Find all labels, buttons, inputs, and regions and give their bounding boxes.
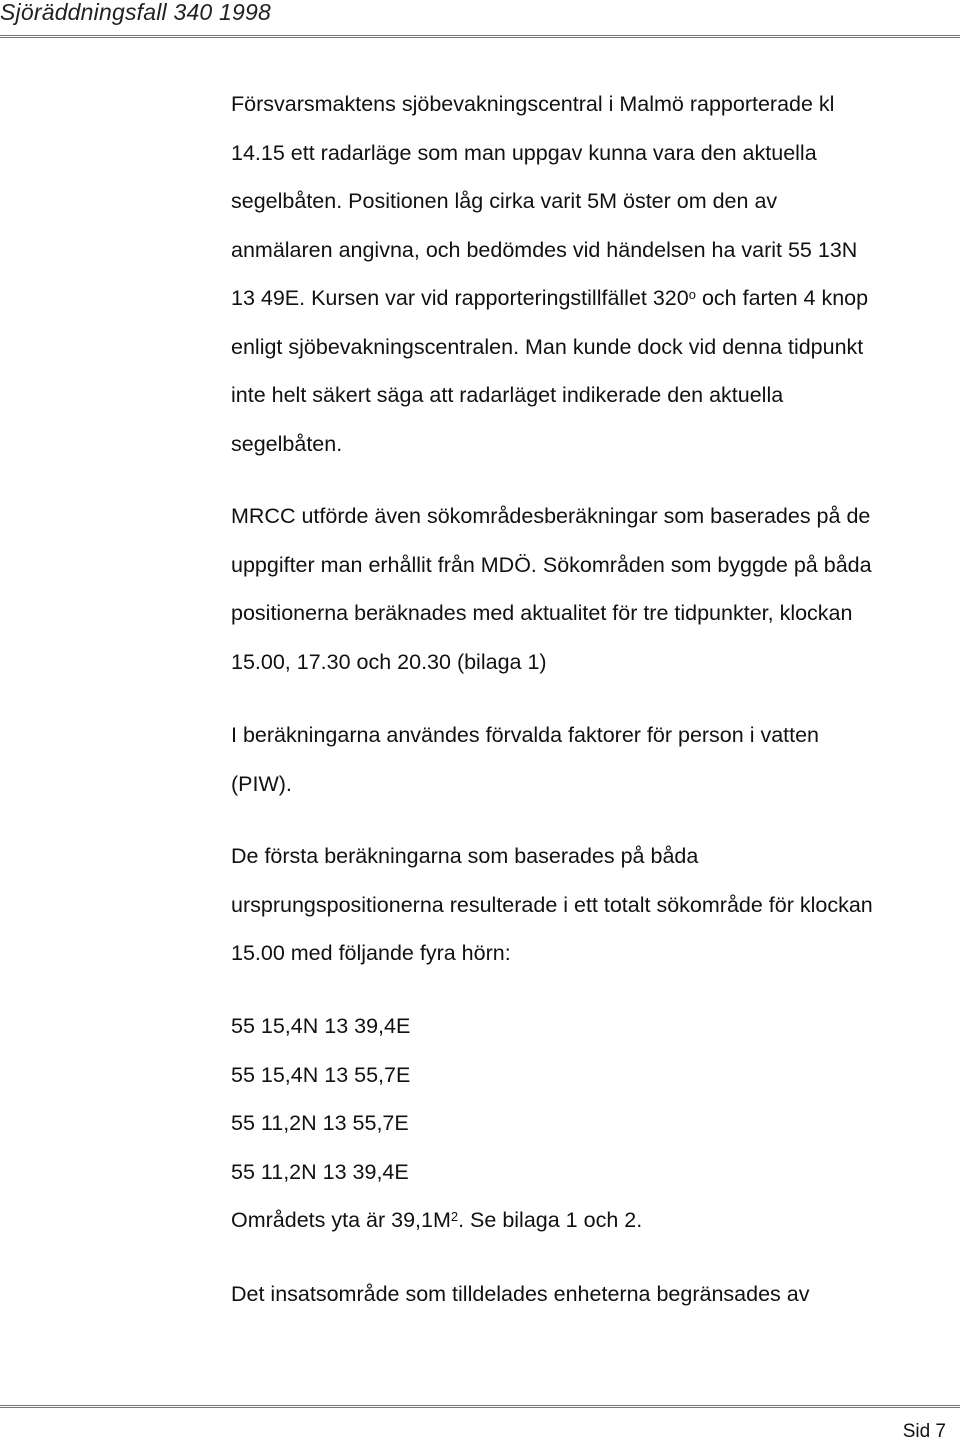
- corner-coordinates-list: [231, 1002, 931, 1245]
- text-line: uppgifter man erhållit från MDÖ. Sökområden som byggde på båda: [231, 552, 872, 577]
- text-line: enligt sjöbevakningscentralen. Man kunde dock vid denna tidpunkt: [231, 334, 864, 359]
- text-line: (PIW).: [231, 771, 292, 796]
- page-number: Sid 7: [902, 1421, 946, 1442]
- area-statement: [231, 1196, 931, 1245]
- corner-coordinate: 55 11,2N 13 55,7E: [231, 1111, 409, 1135]
- text-line: 14.15 ett radarläge som man uppgav kunna vara den aktuella: [231, 140, 817, 165]
- document-title: Sjöräddningsfall 340 1998: [0, 0, 271, 25]
- text-fragment: 13 49E. Kursen var vid rapporteringstillfället 320: [231, 286, 689, 310]
- text-line: MRCC utförde även sökområdesberäkningar som baserades på de: [231, 504, 871, 528]
- text-line: Det insatsområde som tilldelades enheterna begränsades av: [231, 1282, 810, 1306]
- paragraph-first-calculations: [231, 832, 931, 978]
- superscript-two: 2: [450, 1209, 459, 1224]
- text-line: ursprungspositionerna resulterade i ett totalt sökområde för klockan: [231, 892, 873, 917]
- text-line: Försvarsmaktens sjöbevakningscentral i Malmö rapporterade kl: [231, 92, 835, 116]
- text-line: anmälaren angivna, och bedömdes vid händelsen ha varit 55 13N: [231, 237, 858, 262]
- page-header: [0, 0, 960, 38]
- text-fragment: . Se bilaga 1 och 2.: [458, 1208, 643, 1232]
- paragraph-operation-area: [231, 1270, 931, 1319]
- header-divider: [0, 35, 960, 38]
- paragraph-piw-factors: [231, 711, 931, 808]
- footer-divider: [0, 1405, 960, 1408]
- text-line: segelbåten. Positionen låg cirka varit 5M öster om den av: [231, 189, 778, 213]
- corner-coordinate: 55 15,4N 13 55,7E: [231, 1062, 411, 1087]
- paragraph-radar-report: [231, 80, 931, 468]
- paragraph-search-calculations: [231, 492, 931, 686]
- text-line: 15.00 med följande fyra hörn:: [231, 941, 511, 965]
- corner-coordinate: 55 15,4N 13 39,4E: [231, 1014, 411, 1038]
- text-line: De första beräkningarna som baserades på båda: [231, 844, 699, 868]
- degree-mark: o: [688, 287, 696, 302]
- text-line: positionerna beräknades med aktualitet för tre tidpunkter, klockan: [231, 601, 853, 625]
- text-line: [231, 274, 931, 323]
- text-line: 15.00, 17.30 och 20.30 (bilaga 1): [231, 649, 547, 674]
- text-fragment: Områdets yta är 39,1M: [231, 1208, 451, 1232]
- text-line: inte helt säkert säga att radarläget indikerade den aktuella: [231, 383, 784, 407]
- text-fragment: och farten 4 knop: [701, 286, 869, 310]
- text-line: I beräkningarna användes förvalda faktorer för person i vatten: [231, 723, 820, 747]
- corner-coordinate: 55 11,2N 13 39,4E: [231, 1159, 409, 1184]
- text-line: segelbåten.: [231, 431, 343, 456]
